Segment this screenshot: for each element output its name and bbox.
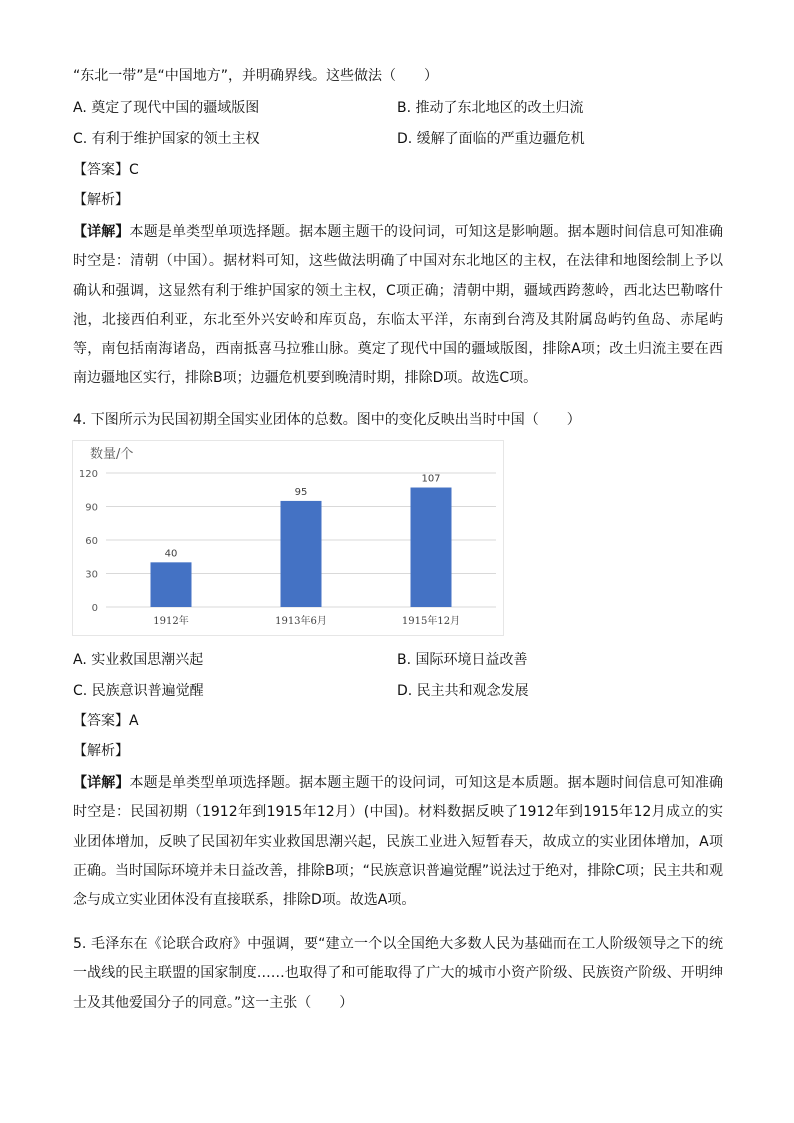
- bar-chart: [72, 440, 504, 636]
- x-tick-label: 1915年12月: [401, 616, 461, 627]
- bar: [281, 501, 322, 607]
- y-tick-label: 60: [85, 536, 98, 547]
- y-tick-label: 0: [91, 603, 98, 614]
- q4-detail: [73, 769, 723, 915]
- q3-stem-tail: “东北一带”是“中国地方”，并明确界线。这些做法（ ）: [73, 68, 439, 84]
- y-tick-label: 90: [85, 502, 98, 514]
- q4-option-b: B. 国际环境日益改善: [397, 652, 528, 668]
- q4-option-a: A. 实业救国思潮兴起: [73, 652, 204, 668]
- q4-analysis-label: 【解析】: [73, 743, 129, 759]
- q3-answer: [73, 160, 139, 180]
- q3-option-c: C. 有利于维护国家的领土主权: [73, 131, 260, 147]
- bar: [151, 562, 192, 607]
- bar-value-label: 107: [421, 473, 441, 485]
- q4-stem: 4. 下图所示为民国初期全国实业团体的总数。图中的变化反映出当时中国（ ）: [73, 412, 581, 428]
- q4-detail-label: 【详解】: [73, 775, 130, 791]
- q3-option-b: B. 推动了东北地区的改土归流: [397, 100, 584, 116]
- bar-value-label: 95: [294, 486, 308, 498]
- q4-option-c: C. 民族意识普遍觉醒: [73, 683, 204, 699]
- q4-detail-text: 本题是单类型单项选择题。据本题主题干的设问词，可知这是本质题。据本题时间信息可知准确时空是：民国初期（1912年到1915年12月）(中国)。材料数据反映了1912年到1915年12月成立的实业团体增加，反映了民国初年实业救国思潮兴起，民族工业进入短暂春天，故成立的实业团体增加，A项正确。当时国际环境并未日益改善，排除B项；“民族意识普遍觉醒”说法过于绝对，排除C项；民主共和观念与成立实业团体没有直接联系，排除D项。故选A项。: [73, 775, 724, 909]
- q3-answer-label: 【答案】: [73, 162, 129, 178]
- q4-option-d: D. 民主共和观念发展: [397, 683, 529, 699]
- x-tick-label: 1912年: [153, 616, 189, 627]
- bar-chart-svg: [72, 440, 504, 636]
- q3-option-a: A. 奠定了现代中国的疆域版图: [73, 100, 260, 116]
- q5-stem: 5. 毛泽东在《论联合政府》中强调，要“建立一个以全国绝大多数人民为基础而在工人阶级领导之下的统一战线的民主联盟的国家制度……也取得了和可能取得了广大的城市小资产阶级、民族资产阶级、开明绅士及其他爱国分子的同意。”这一主张（ ）: [73, 936, 723, 1011]
- q4-answer: [73, 711, 139, 731]
- q4-answer-label: 【答案】: [73, 713, 129, 729]
- q3-option-d: D. 缓解了面临的严重边疆危机: [397, 131, 585, 147]
- q3-detail-label: 【详解】: [73, 224, 130, 240]
- y-tick-label: 30: [85, 569, 98, 581]
- q3-analysis-label: 【解析】: [73, 192, 129, 208]
- q3-detail-text: 本题是单类型单项选择题。据本题主题干的设问词，可知这是影响题。据本题时间信息可知准确时空是：清朝（中国）。据材料可知，这些做法明确了中国对东北地区的主权，在法律和地图绘制上予以确认和强调，这显然有利于维护国家的领土主权，C项正确；清朝中期，疆域西跨葱岭，西北达巴勒喀什池，北接西伯利亚，东北至外兴安岭和库页岛，东临太平洋，东南到台湾及其附属岛屿钓鱼岛、赤尾屿等，南包括南海诸岛，西南抵喜马拉雅山脉。奠定了现代中国的疆域版图，排除A项；改土归流主要在西南边疆地区实行，排除B项；边疆危机要到晚清时期，排除D项。故选C项。: [73, 224, 724, 387]
- bar: [411, 488, 452, 607]
- q3-answer-value: C: [129, 162, 139, 178]
- chart-ylabel: 数量/个: [90, 447, 134, 462]
- q3-detail: [73, 218, 723, 394]
- q4-answer-value: A: [129, 713, 139, 729]
- x-tick-label: 1913年6月: [275, 616, 327, 627]
- y-tick-label: 120: [78, 469, 98, 480]
- bar-value-label: 40: [164, 548, 178, 560]
